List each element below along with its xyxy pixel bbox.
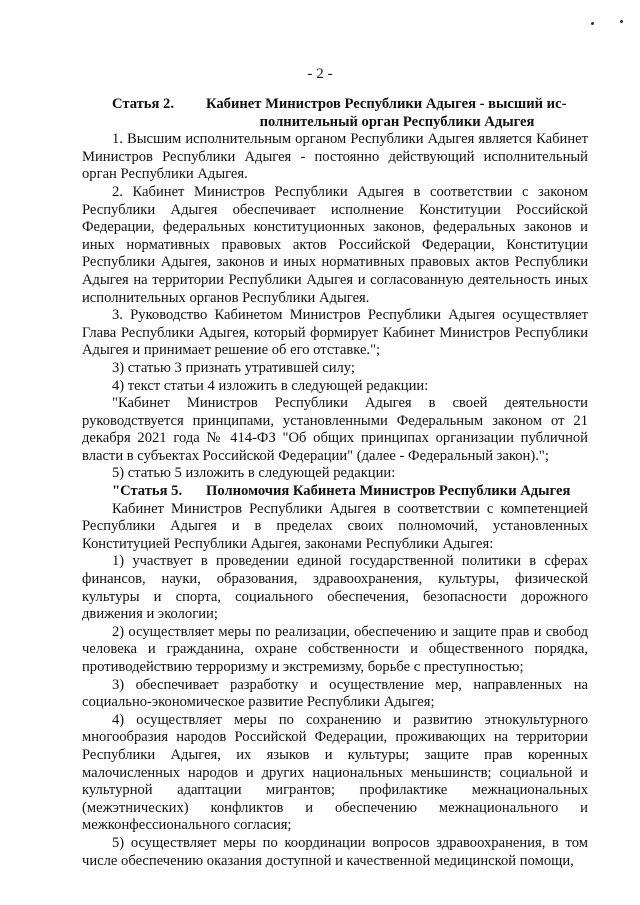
paragraph: 4) осуществляет меры по сохранению и развитию этнокультурного многообразия народов Российской Федерации, проживающих на территории Республики Адыгея, их языков и культуры; защите прав коренных малочисленных народов и других национальных меньшинств; социальной и культурной адаптации мигрантов; профилактике межнациональных (межэтнических) конфликтов и обеспечению межнационального и межконфессионального согласия; bbox=[82, 711, 588, 834]
scan-dot-mark bbox=[591, 22, 594, 25]
article-5-title-text: Полномочия Кабинета Министров Республики Адыгея bbox=[206, 483, 571, 500]
paragraph: 3) статью 3 признать утратившей силу; bbox=[112, 359, 355, 376]
article-2-label: Статья 2. bbox=[112, 96, 174, 112]
paragraph: 5) осуществляет меры по координации вопросов здравоохранения, в том числе обеспечению оказания доступной и качественной медицинской помощи, bbox=[82, 834, 588, 869]
scan-dot-mark bbox=[620, 20, 623, 23]
article-2-heading bbox=[82, 96, 588, 131]
page-number: - 2 - bbox=[307, 66, 333, 82]
article-5-heading bbox=[82, 483, 588, 501]
article-5-title bbox=[206, 483, 588, 501]
paragraph: 2) осуществляет меры по реализации, обеспечению и защите прав и свобод человека и гражданина, охране собственности и общественного порядка, противодействию терроризму и экстремизму, борьбе с преступностью; bbox=[82, 623, 588, 675]
paragraph: 3) обеспечивает разработку и осуществление мер, направленных на социально-экономическое развитие Республики Адыгея; bbox=[82, 676, 588, 711]
paragraph: 5) статью 5 изложить в следующей редакции: bbox=[112, 465, 396, 482]
article-2-title-line1: Кабинет Министров Республики Адыгея - высший ис- bbox=[206, 96, 567, 112]
article-5-label: "Статья 5. bbox=[112, 483, 183, 500]
paragraph: 1. Высшим исполнительным органом Республики Адыгея является Кабинет Министров Республики Адыгея - постоянно действующий исполнительный орган Республики Адыгея. bbox=[82, 131, 588, 183]
paragraph: 1) участвует в проведении единой государственной политики в сферах финансов, науки, образования, здравоохранения, культуры, физической культуры и спорта, социального обеспечения, безопасности дорожного движения и экологии; bbox=[82, 553, 588, 623]
document-body bbox=[82, 96, 588, 870]
paragraph: Кабинет Министров Республики Адыгея в соответствии с компетенцией Республики Адыгея и в пределах своих полномочий, установленных Конституцией Республики Адыгея, законами Республики Адыгея: bbox=[82, 500, 588, 552]
paragraph: "Кабинет Министров Республики Адыгея в своей деятельности руководствуется принципами, установленными Федеральным законом от 21 декабря 2021 года № 414-ФЗ "Об общих принципах организации публичной власти в субъектах Российской Федерации" (далее - Федеральный закон)."; bbox=[82, 395, 588, 464]
paragraph: 2. Кабинет Министров Республики Адыгея в соответствии с законом Республики Адыгея обеспечивает исполнение Конституции Российской Федерации, федеральных конституционных законов, федеральных законов и иных нормативных правовых актов Российской Федерации, Конституции Республики Адыгея, законов и иных нормативных правовых актов Республики Адыгея на территории Республики Адыгея и согласованную деятельность иных исполнительных органов Республики Адыгея. bbox=[82, 183, 588, 306]
paragraph: 3. Руководство Кабинетом Министров Республики Адыгея осуществляет Глава Республики Адыгея, который формирует Кабинет Министров Республики Адыгея и принимает решение об его отставке."; bbox=[82, 307, 588, 359]
paragraph: 4) текст статьи 4 изложить в следующей редакции: bbox=[112, 377, 429, 394]
article-2-title-line2: полнительный орган Республики Адыгея bbox=[259, 113, 535, 130]
article-2-title bbox=[206, 96, 588, 131]
